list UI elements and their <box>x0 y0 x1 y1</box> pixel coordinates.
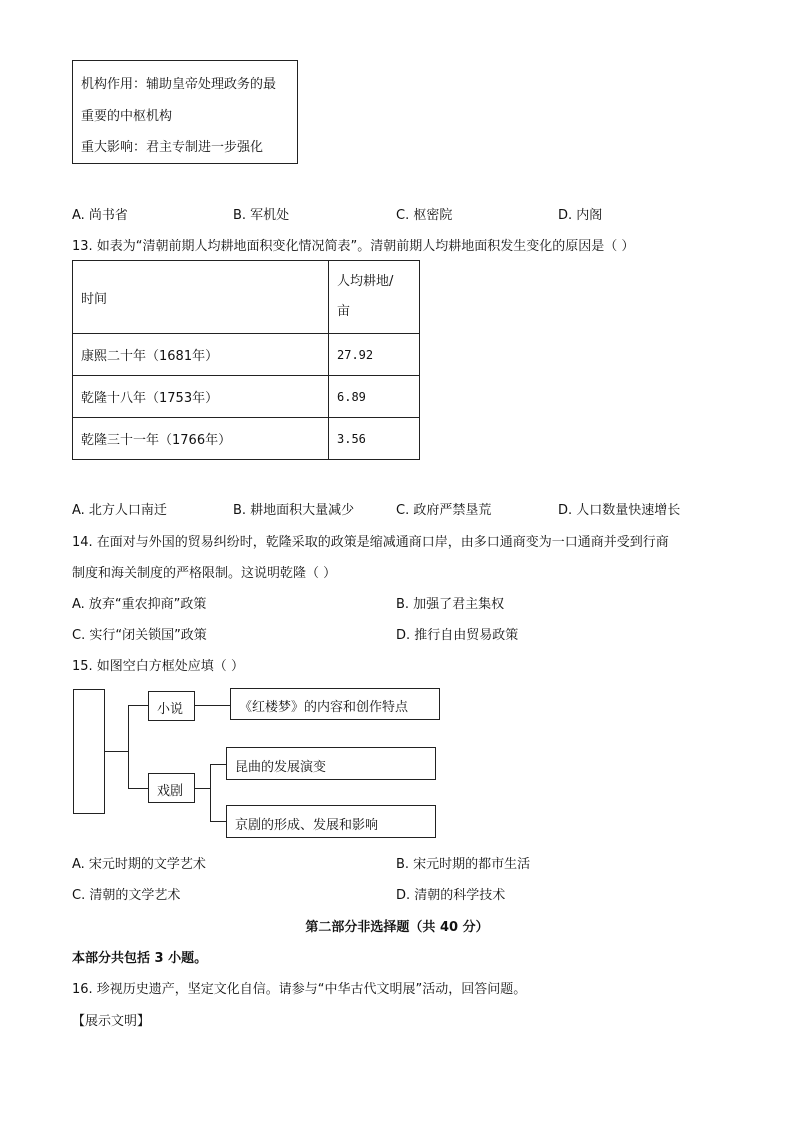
q14-option-c[interactable]: C. 实行“闭关锁国”政策 <box>72 628 207 643</box>
part2-note: 本部分共包括 3 小题。 <box>72 951 208 966</box>
q14-option-d[interactable]: D. 推行自由贸易政策 <box>396 628 519 643</box>
table-header-area-line2: 亩 <box>337 304 351 319</box>
table-cell-time: 乾隆三十一年（1766年） <box>73 418 329 460</box>
q12-box-line: 重大影响：君主专制进一步强化 <box>81 140 264 155</box>
diagram-leaf-kunqu <box>226 747 436 780</box>
q13-option-d[interactable]: D. 人口数量快速增长 <box>558 503 681 518</box>
connector-line <box>210 764 226 765</box>
q15-stem: 15. 如图空白方框处应填（ ） <box>72 659 244 674</box>
table-row <box>73 334 420 376</box>
q13-option-c[interactable]: C. 政府严禁垦荒 <box>396 503 492 518</box>
table-row <box>73 418 420 460</box>
q15-option-b[interactable]: B. 宋元时期的都市生活 <box>396 857 531 872</box>
connector-line <box>105 751 128 752</box>
connector-line <box>128 705 129 788</box>
q14-option-b[interactable]: B. 加强了君主集权 <box>396 597 505 612</box>
q16-stem: 16. 珍视历史遗产，坚定文化自信。请参与“中华古代文明展”活动，回答问题。 <box>72 982 527 997</box>
table-cell-time: 康熙二十年（1681年） <box>73 334 329 376</box>
q12-info-box <box>72 60 298 164</box>
connector-line <box>210 764 211 821</box>
table-header-row <box>73 261 420 334</box>
diagram-leaf-hlm-label: 《红楼梦》的内容和创作特点 <box>239 700 409 715</box>
diagram-leaf-jingju <box>226 805 436 838</box>
q12-option-d[interactable]: D. 内阁 <box>558 208 603 223</box>
q12-box-line: 重要的中枢机构 <box>81 109 173 124</box>
diagram-leaf-kunqu-label: 昆曲的发展演变 <box>235 760 327 775</box>
diagram-node-novel <box>148 691 195 721</box>
table-header-area-line1: 人均耕地/ <box>337 274 394 289</box>
part2-title: 第二部分非选择题（共 40 分） <box>305 920 489 935</box>
q12-option-c[interactable]: C. 枢密院 <box>396 208 453 223</box>
table-row <box>73 376 420 418</box>
q16-section-heading: 【展示文明】 <box>72 1014 151 1029</box>
connector-line <box>210 821 226 822</box>
connector-line <box>128 788 148 789</box>
diagram-node-novel-label: 小说 <box>157 702 184 717</box>
q13-option-a[interactable]: A. 北方人口南迁 <box>72 503 167 518</box>
table-cell-time: 乾隆十八年（1753年） <box>73 376 329 418</box>
diagram-node-drama-label: 戏剧 <box>157 784 184 799</box>
q14-stem-line2: 制度和海关制度的严格限制。这说明乾隆（ ） <box>72 566 337 581</box>
diagram-leaf-jingju-label: 京剧的形成、发展和影响 <box>235 818 379 833</box>
q13-option-b[interactable]: B. 耕地面积大量减少 <box>233 503 355 518</box>
q14-stem-line1: 14. 在面对与外国的贸易纠纷时，乾隆采取的政策是缩减通商口岸，由多口通商变为一口通商并受到行商 <box>72 535 669 550</box>
q15-option-c[interactable]: C. 清朝的文学艺术 <box>72 888 181 903</box>
q15-option-d[interactable]: D. 清朝的科学技术 <box>396 888 506 903</box>
q13-table <box>72 260 420 460</box>
connector-line <box>195 788 210 789</box>
q15-option-a[interactable]: A. 宋元时期的文学艺术 <box>72 857 206 872</box>
table-cell-area: 6.89 <box>329 376 420 418</box>
connector-line <box>195 705 230 706</box>
q13-stem: 13. 如表为“清朝前期人均耕地面积变化情况简表”。清朝前期人均耕地面积发生变化的原因是（ ） <box>72 239 635 254</box>
diagram-leaf-hlm <box>230 688 440 720</box>
table-cell-area: 27.92 <box>329 334 420 376</box>
diagram-node-drama <box>148 773 195 803</box>
table-cell-area: 3.56 <box>329 418 420 460</box>
table-header-area <box>329 261 420 334</box>
q12-option-b[interactable]: B. 军机处 <box>233 208 290 223</box>
diagram-blank-box <box>73 689 105 814</box>
connector-line <box>128 705 148 706</box>
table-header-time: 时间 <box>73 261 329 334</box>
q12-option-a[interactable]: A. 尚书省 <box>72 208 128 223</box>
q12-box-line: 机构作用：辅助皇帝处理政务的最 <box>81 77 277 92</box>
q14-option-a[interactable]: A. 放弃“重农抑商”政策 <box>72 597 207 612</box>
